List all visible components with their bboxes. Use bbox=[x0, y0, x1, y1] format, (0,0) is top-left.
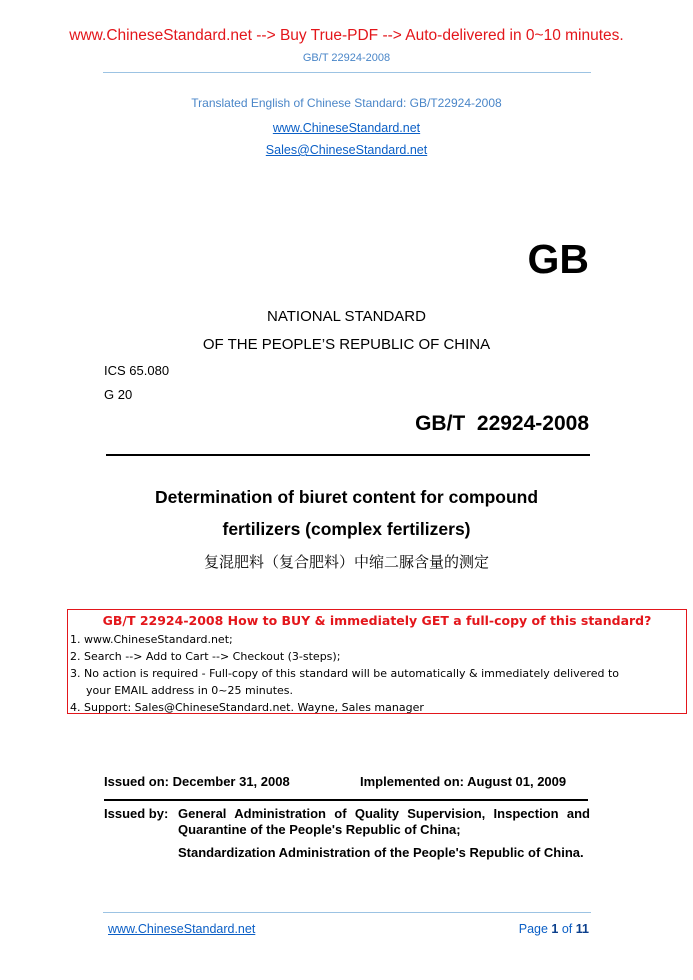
buy-step-3-continued: your EMAIL address in 0~25 minutes. bbox=[86, 684, 294, 697]
sales-email-link[interactable]: Sales@ChineseStandard.net bbox=[265, 143, 428, 157]
top-banner: www.ChineseStandard.net --> Buy True-PDF --> Auto-delivered in 0~10 minutes. bbox=[69, 27, 624, 44]
buy-heading: GB/T 22924-2008 How to BUY & immediately GET a full-copy of this standard? bbox=[102, 613, 652, 628]
header-standard-code: GB/T 22924-2008 bbox=[302, 52, 391, 64]
ics-code: ICS 65.080 bbox=[104, 363, 170, 378]
implemented-on-date: Implemented on: August 01, 2009 bbox=[360, 774, 567, 789]
issuer-aqsiq: General Administration of Quality Supervision, Inspection and Quarantine of the People's Republic of China; bbox=[178, 806, 590, 837]
buy-step-3: 3. No action is required - Full-copy of this standard will be automatically & immediately delivered to bbox=[70, 667, 619, 680]
issued-on-date: Issued on: December 31, 2008 bbox=[104, 774, 290, 789]
buy-step-1: 1. www.ChineseStandard.net; bbox=[70, 633, 233, 646]
sales-link-row bbox=[0, 141, 693, 159]
site-link-row bbox=[0, 119, 693, 137]
page-of: of bbox=[561, 922, 573, 936]
header-divider bbox=[103, 72, 591, 73]
issuer-sac: Standardization Administration of the People's Republic of China. bbox=[178, 845, 584, 860]
dates-divider bbox=[104, 799, 588, 801]
page-prefix: Page bbox=[518, 922, 548, 936]
footer-divider bbox=[103, 912, 591, 913]
buy-step-4: 4. Support: Sales@ChineseStandard.net. Wayne, Sales manager bbox=[70, 701, 424, 714]
country-heading: OF THE PEOPLE’S REPUBLIC OF CHINA bbox=[202, 336, 491, 353]
title-divider bbox=[106, 454, 590, 456]
title-chinese: 复混肥料（复合肥料）中缩二脲含量的测定 bbox=[203, 553, 489, 571]
standard-number: GB/T 22924-2008 bbox=[415, 412, 589, 435]
site-link[interactable]: www.ChineseStandard.net bbox=[272, 121, 421, 135]
title-en-line-1: Determination of biuret content for compound bbox=[154, 487, 539, 507]
national-standard-heading: NATIONAL STANDARD bbox=[267, 308, 426, 325]
translated-note: Translated English of Chinese Standard: GB/T22924-2008 bbox=[191, 96, 502, 110]
page-total: 11 bbox=[575, 922, 589, 936]
issued-by-label: Issued by: bbox=[104, 806, 169, 821]
footer-site-link[interactable]: www.ChineseStandard.net bbox=[108, 922, 256, 936]
page-current: 1 bbox=[551, 922, 559, 936]
ccs-code: G 20 bbox=[104, 387, 133, 402]
gb-mark: GB bbox=[527, 236, 589, 282]
buy-instructions-box bbox=[67, 609, 687, 714]
title-en-line-2: fertilizers (complex fertilizers) bbox=[222, 519, 471, 539]
buy-step-2: 2. Search --> Add to Cart --> Checkout (3-steps); bbox=[70, 650, 341, 663]
page-indicator bbox=[519, 922, 589, 936]
